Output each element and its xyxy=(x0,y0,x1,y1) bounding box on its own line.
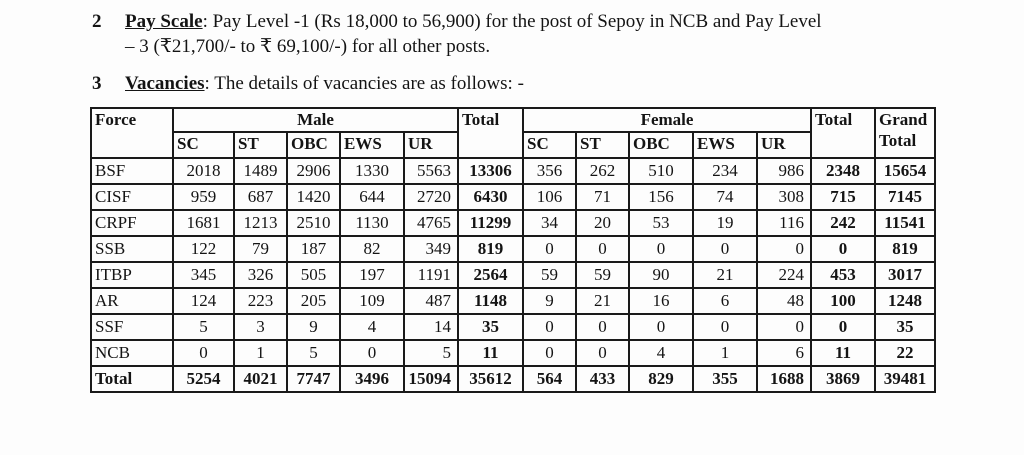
header-male-obc: OBC xyxy=(287,132,340,158)
female-total: 453 xyxy=(811,262,875,288)
header-male-total: Total xyxy=(458,108,523,158)
male-sc: 345 xyxy=(173,262,234,288)
female-st: 0 xyxy=(576,236,629,262)
male-obc: 2510 xyxy=(287,210,340,236)
female-ur: 48 xyxy=(757,288,811,314)
male-st: 1489 xyxy=(234,158,287,184)
pay-scale-line-1 xyxy=(125,11,822,33)
table-total-row xyxy=(91,366,935,392)
female-total: 2348 xyxy=(811,158,875,184)
male-ews: 197 xyxy=(340,262,404,288)
male-sc: 122 xyxy=(173,236,234,262)
female-ews: 74 xyxy=(693,184,757,210)
female-ur: 0 xyxy=(757,314,811,340)
male-total: 35612 xyxy=(458,366,523,392)
female-total: 715 xyxy=(811,184,875,210)
male-ur: 1191 xyxy=(404,262,458,288)
female-sc: 34 xyxy=(523,210,576,236)
female-st: 59 xyxy=(576,262,629,288)
force-name: ITBP xyxy=(91,262,173,288)
female-ews: 234 xyxy=(693,158,757,184)
male-ur: 5563 xyxy=(404,158,458,184)
male-sc: 2018 xyxy=(173,158,234,184)
female-st: 433 xyxy=(576,366,629,392)
header-female-sc: SC xyxy=(523,132,576,158)
female-sc: 0 xyxy=(523,314,576,340)
header-female-obc: OBC xyxy=(629,132,693,158)
force-name: CISF xyxy=(91,184,173,210)
section-number: 3 xyxy=(92,73,102,94)
grand-total: 39481 xyxy=(875,366,935,392)
male-obc: 187 xyxy=(287,236,340,262)
male-ews: 644 xyxy=(340,184,404,210)
header-female-ur: UR xyxy=(757,132,811,158)
female-sc: 0 xyxy=(523,340,576,366)
vacancies-line xyxy=(125,73,524,95)
male-ews: 3496 xyxy=(340,366,404,392)
female-sc: 356 xyxy=(523,158,576,184)
male-ews: 82 xyxy=(340,236,404,262)
female-total: 11 xyxy=(811,340,875,366)
female-obc: 90 xyxy=(629,262,693,288)
header-grand-total: Grand Total xyxy=(875,108,935,158)
header-male-ews: EWS xyxy=(340,132,404,158)
table-row xyxy=(91,184,935,210)
male-total: 11 xyxy=(458,340,523,366)
female-obc: 156 xyxy=(629,184,693,210)
female-ews: 355 xyxy=(693,366,757,392)
male-total: 819 xyxy=(458,236,523,262)
male-total: 1148 xyxy=(458,288,523,314)
female-obc: 53 xyxy=(629,210,693,236)
male-ur: 487 xyxy=(404,288,458,314)
male-obc: 505 xyxy=(287,262,340,288)
female-st: 71 xyxy=(576,184,629,210)
female-total: 0 xyxy=(811,314,875,340)
female-ur: 116 xyxy=(757,210,811,236)
force-name: NCB xyxy=(91,340,173,366)
male-ur: 4765 xyxy=(404,210,458,236)
female-st: 262 xyxy=(576,158,629,184)
female-ur: 1688 xyxy=(757,366,811,392)
pay-scale-line-2: – 3 (₹21,700/- to ₹ 69,100/-) for all other posts. xyxy=(125,36,491,57)
grand-total: 15654 xyxy=(875,158,935,184)
male-st: 79 xyxy=(234,236,287,262)
female-sc: 0 xyxy=(523,236,576,262)
male-ur: 15094 xyxy=(404,366,458,392)
male-st: 687 xyxy=(234,184,287,210)
male-ur: 5 xyxy=(404,340,458,366)
female-sc: 9 xyxy=(523,288,576,314)
male-total: 11299 xyxy=(458,210,523,236)
grand-total: 11541 xyxy=(875,210,935,236)
female-sc: 59 xyxy=(523,262,576,288)
female-obc: 0 xyxy=(629,314,693,340)
female-st: 20 xyxy=(576,210,629,236)
female-obc: 16 xyxy=(629,288,693,314)
grand-total: 35 xyxy=(875,314,935,340)
male-obc: 2906 xyxy=(287,158,340,184)
male-ews: 109 xyxy=(340,288,404,314)
female-total: 100 xyxy=(811,288,875,314)
female-ur: 986 xyxy=(757,158,811,184)
male-ews: 1130 xyxy=(340,210,404,236)
female-ews: 0 xyxy=(693,236,757,262)
header-female: Female xyxy=(523,108,811,132)
pay-scale-text: : Pay Level -1 (Rs 18,000 to 56,900) for the post of Sepoy in NCB and Pay Level xyxy=(202,11,822,32)
male-total: 13306 xyxy=(458,158,523,184)
male-obc: 5 xyxy=(287,340,340,366)
male-ur: 2720 xyxy=(404,184,458,210)
header-force: Force xyxy=(91,108,173,158)
male-sc: 124 xyxy=(173,288,234,314)
female-ews: 0 xyxy=(693,314,757,340)
grand-total: 819 xyxy=(875,236,935,262)
male-sc: 5 xyxy=(173,314,234,340)
grand-total: 22 xyxy=(875,340,935,366)
female-ews: 19 xyxy=(693,210,757,236)
female-ur: 308 xyxy=(757,184,811,210)
table-row xyxy=(91,340,935,366)
male-st: 326 xyxy=(234,262,287,288)
male-sc: 959 xyxy=(173,184,234,210)
male-obc: 7747 xyxy=(287,366,340,392)
female-obc: 829 xyxy=(629,366,693,392)
male-sc: 0 xyxy=(173,340,234,366)
female-ur: 6 xyxy=(757,340,811,366)
grand-total: 3017 xyxy=(875,262,935,288)
female-ews: 6 xyxy=(693,288,757,314)
table-row xyxy=(91,288,935,314)
female-obc: 4 xyxy=(629,340,693,366)
female-total: 0 xyxy=(811,236,875,262)
grand-total: 7145 xyxy=(875,184,935,210)
male-obc: 1420 xyxy=(287,184,340,210)
male-ews: 0 xyxy=(340,340,404,366)
male-obc: 9 xyxy=(287,314,340,340)
female-sc: 564 xyxy=(523,366,576,392)
male-sc: 1681 xyxy=(173,210,234,236)
male-total: 6430 xyxy=(458,184,523,210)
male-ur: 14 xyxy=(404,314,458,340)
force-name: SSB xyxy=(91,236,173,262)
header-male-sc: SC xyxy=(173,132,234,158)
male-st: 3 xyxy=(234,314,287,340)
female-sc: 106 xyxy=(523,184,576,210)
force-name: BSF xyxy=(91,158,173,184)
female-st: 0 xyxy=(576,314,629,340)
male-sc: 5254 xyxy=(173,366,234,392)
female-ur: 224 xyxy=(757,262,811,288)
header-male-st: ST xyxy=(234,132,287,158)
table-row xyxy=(91,262,935,288)
force-name: AR xyxy=(91,288,173,314)
table-row xyxy=(91,314,935,340)
female-st: 21 xyxy=(576,288,629,314)
table-row xyxy=(91,210,935,236)
male-total: 35 xyxy=(458,314,523,340)
male-st: 1213 xyxy=(234,210,287,236)
section-number: 2 xyxy=(92,11,102,32)
male-ews: 4 xyxy=(340,314,404,340)
header-female-st: ST xyxy=(576,132,629,158)
vacancies-text: : The details of vacancies are as follows: - xyxy=(204,73,524,94)
table-row xyxy=(91,158,935,184)
vacancies-label: Vacancies xyxy=(125,73,205,94)
header-female-ews: EWS xyxy=(693,132,757,158)
male-ews: 1330 xyxy=(340,158,404,184)
male-st: 4021 xyxy=(234,366,287,392)
female-total: 242 xyxy=(811,210,875,236)
female-total: 3869 xyxy=(811,366,875,392)
force-name: Total xyxy=(91,366,173,392)
male-st: 223 xyxy=(234,288,287,314)
force-name: CRPF xyxy=(91,210,173,236)
female-ur: 0 xyxy=(757,236,811,262)
header-female-total: Total xyxy=(811,108,875,158)
male-obc: 205 xyxy=(287,288,340,314)
header-male: Male xyxy=(173,108,458,132)
female-st: 0 xyxy=(576,340,629,366)
vacancies-table xyxy=(90,107,936,393)
pay-scale-label: Pay Scale xyxy=(125,11,203,32)
table-row xyxy=(91,236,935,262)
female-obc: 510 xyxy=(629,158,693,184)
female-ews: 1 xyxy=(693,340,757,366)
force-name: SSF xyxy=(91,314,173,340)
header-male-ur: UR xyxy=(404,132,458,158)
grand-total: 1248 xyxy=(875,288,935,314)
male-st: 1 xyxy=(234,340,287,366)
female-obc: 0 xyxy=(629,236,693,262)
male-ur: 349 xyxy=(404,236,458,262)
female-ews: 21 xyxy=(693,262,757,288)
header-row-groups xyxy=(91,108,935,132)
male-total: 2564 xyxy=(458,262,523,288)
